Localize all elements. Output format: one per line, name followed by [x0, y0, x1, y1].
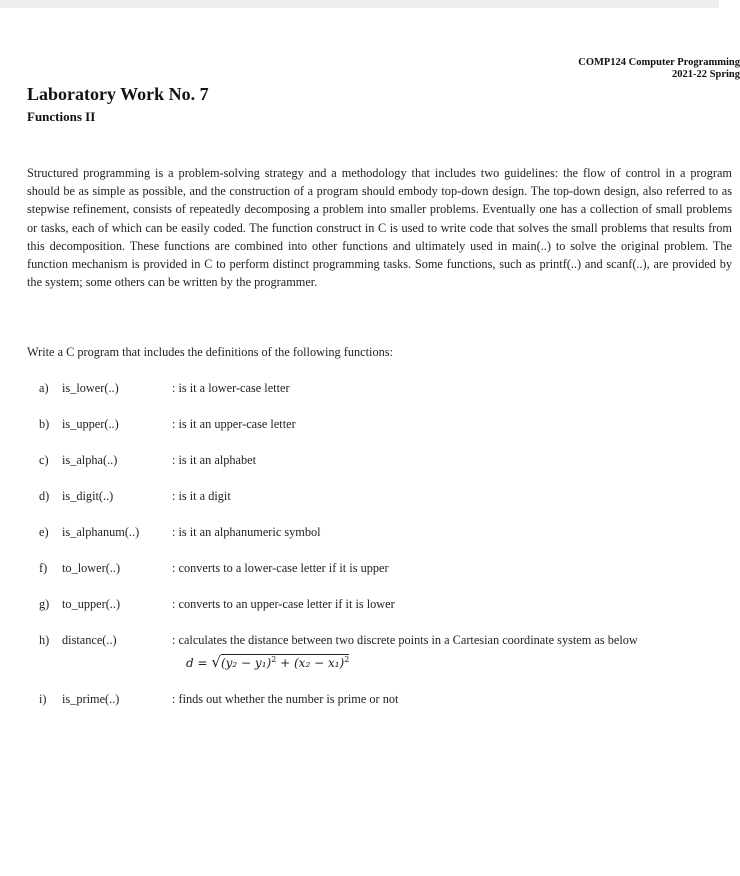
top-bar [0, 0, 719, 8]
function-description: : is it a digit [172, 489, 231, 503]
function-description: : is it a lower-case letter [172, 381, 290, 395]
item-letter: h) [39, 633, 50, 647]
function-name: is_lower(..) [62, 381, 119, 395]
formula-exponent-2: 2 [344, 655, 350, 664]
square-root [211, 653, 349, 671]
item-letter: e) [39, 525, 49, 539]
item-letter: d) [39, 489, 50, 503]
formula-exponent-1: 2 [271, 655, 277, 664]
function-description: : converts to an upper-case letter if it is lower [172, 597, 395, 611]
instruction-text: Write a C program that includes the definitions of the following functions: [27, 345, 393, 359]
item-letter: c) [39, 453, 49, 467]
page-subtitle: Functions II [27, 109, 96, 124]
item-letter: i) [39, 692, 47, 706]
item-letter: a) [39, 381, 49, 395]
function-name: is_alphanum(..) [62, 525, 140, 539]
function-description: : converts to a lower-case letter if it is upper [172, 561, 389, 575]
formula-lhs: d = [186, 656, 208, 670]
function-description: : calculates the distance between two discrete points in a Cartesian coordinate system as below [172, 633, 638, 647]
course-header [540, 57, 740, 81]
function-description: : is it an alphanumeric symbol [172, 525, 321, 539]
course-name: COMP124 Computer Programming [578, 57, 740, 68]
function-name: is_alpha(..) [62, 453, 118, 467]
radicand [221, 654, 349, 670]
function-name: distance(..) [62, 633, 117, 647]
formula-term-x: (x₂ − x₁) [294, 656, 345, 670]
function-description: : is it an alphabet [172, 453, 257, 467]
distance-formula [186, 653, 349, 671]
function-description: : finds out whether the number is prime or not [172, 692, 399, 706]
function-description: : is it an upper-case letter [172, 417, 296, 431]
item-letter: f) [39, 561, 48, 575]
formula-plus: + [280, 656, 291, 670]
radical-icon: √ [211, 653, 221, 671]
item-letter: g) [39, 597, 50, 611]
function-name: is_upper(..) [62, 417, 119, 431]
function-name: is_prime(..) [62, 692, 120, 706]
function-name: is_digit(..) [62, 489, 114, 503]
course-term: 2021-22 Spring [672, 69, 740, 80]
item-letter: b) [39, 417, 50, 431]
intro-paragraph: Structured programming is a problem-solving strategy and a methodology that includes two guidelines: the flow of control in a program should be as simple as possible, and the construction of a program should embody top-down design. The top-down design, also referred to as stepwise refinement, consists of repeatedly decomposing a problem into smaller problems. Eventually one has a collection of small problems or tasks, each of which can be easily coded. The function construct in C is used to write code that solves the small problems that results from this decomposition. These functions are combined into other functions and ultimately used in main(..) to solve the original problem. The function mechanism is provided in C to perform distinct programming tasks. Some functions, such as printf(..) and scanf(..), are provided by the system; some others can be written by the programmer. [27, 166, 732, 290]
formula-term-y: (y₂ − y₁) [220, 656, 272, 670]
function-name: to_lower(..) [62, 561, 121, 575]
function-name: to_upper(..) [62, 597, 121, 611]
page-title: Laboratory Work No. 7 [27, 84, 209, 104]
